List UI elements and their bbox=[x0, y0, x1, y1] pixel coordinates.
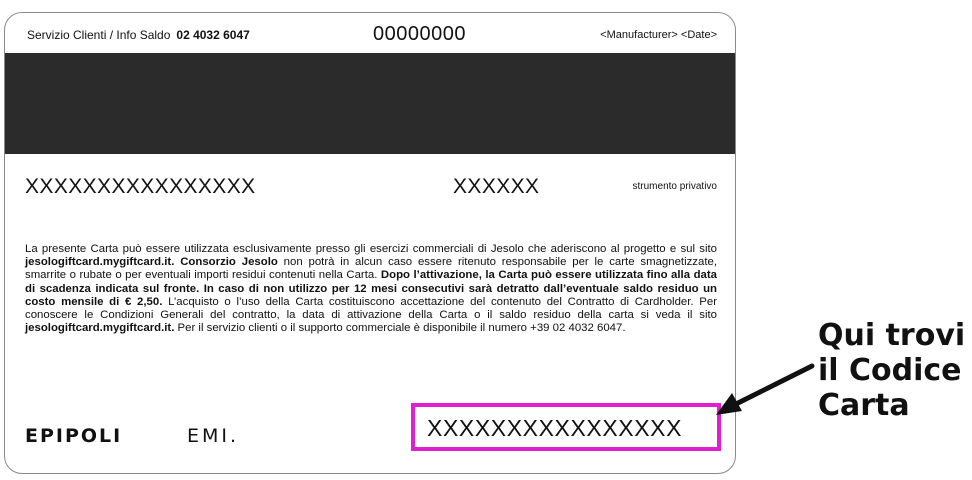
card-number-placeholder: XXXXXXXXXXXXXXXX bbox=[25, 175, 256, 198]
callout-arrow-icon bbox=[710, 360, 820, 420]
card-serial: 00000000 bbox=[373, 23, 466, 45]
epipoli-logo: EPIPOLI bbox=[25, 425, 123, 447]
emi-logo: EMI. bbox=[187, 425, 240, 447]
card-code-highlight-box bbox=[411, 403, 721, 451]
callout-line-1: Qui trovi bbox=[818, 318, 966, 353]
card-code-row bbox=[5, 173, 735, 203]
customer-service-phone: 02 4032 6047 bbox=[176, 28, 250, 42]
terms-part-1: La presente Carta può essere utilizzata esclusivamente presso gli esercizi commerciali di Jesolo che aderiscono al progetto e sul sito bbox=[25, 243, 717, 255]
terms-consorzio: Consorzio Jesolo bbox=[174, 256, 278, 269]
card-pin-placeholder: XXXXXX bbox=[453, 175, 540, 198]
callout-text bbox=[818, 318, 965, 423]
terms-text bbox=[25, 243, 717, 335]
manufacturer-date: <Manufacturer> <Date> bbox=[600, 29, 717, 41]
card-header-row bbox=[5, 13, 735, 53]
terms-site-1: jesologiftcard.mygiftcard.it. bbox=[25, 256, 175, 269]
magnetic-stripe bbox=[5, 53, 735, 154]
terms-bold-expiry: Dopo l’attivazione, la Carta può essere utilizzata fino alla data di scadenza indicata sul fronte. In caso di non utilizzo per 12 mesi consecutivi sarà detratto dall’eventuale saldo residuo un costo mensile di € 2,50. bbox=[25, 269, 717, 308]
terms-part-2: non potrà in alcun caso essere ritenuto responsabile per le carte smagnetizzate, smarrite o rubate o per eventuali importi residui contenuti nella Carta. bbox=[25, 256, 717, 282]
gift-card-back bbox=[4, 12, 736, 474]
strumento-privativo-label: strumento privativo bbox=[632, 181, 717, 192]
customer-service-label: Servizio Clienti / Info Saldo bbox=[27, 28, 171, 42]
callout-line-2: il Codice bbox=[818, 353, 962, 388]
callout-line-3: Carta bbox=[818, 388, 910, 423]
customer-service-info bbox=[27, 28, 250, 42]
terms-part-4: Per il servizio clienti o il supporto commerciale è disponibile il numero +39 02 4032 6047. bbox=[174, 322, 626, 335]
terms-site-2: jesologiftcard.mygiftcard.it. bbox=[25, 322, 175, 335]
card-code: XXXXXXXXXXXXXXXX bbox=[427, 415, 683, 441]
terms-part-3: L’acquisto o l’uso della Carta costituiscono accettazione del contenuto del Contratto di Cardholder. Per conoscere le Condizioni Generali del contratto, la data di attivazione della Carta o il saldo residuo della carta si veda il sito bbox=[25, 295, 718, 322]
